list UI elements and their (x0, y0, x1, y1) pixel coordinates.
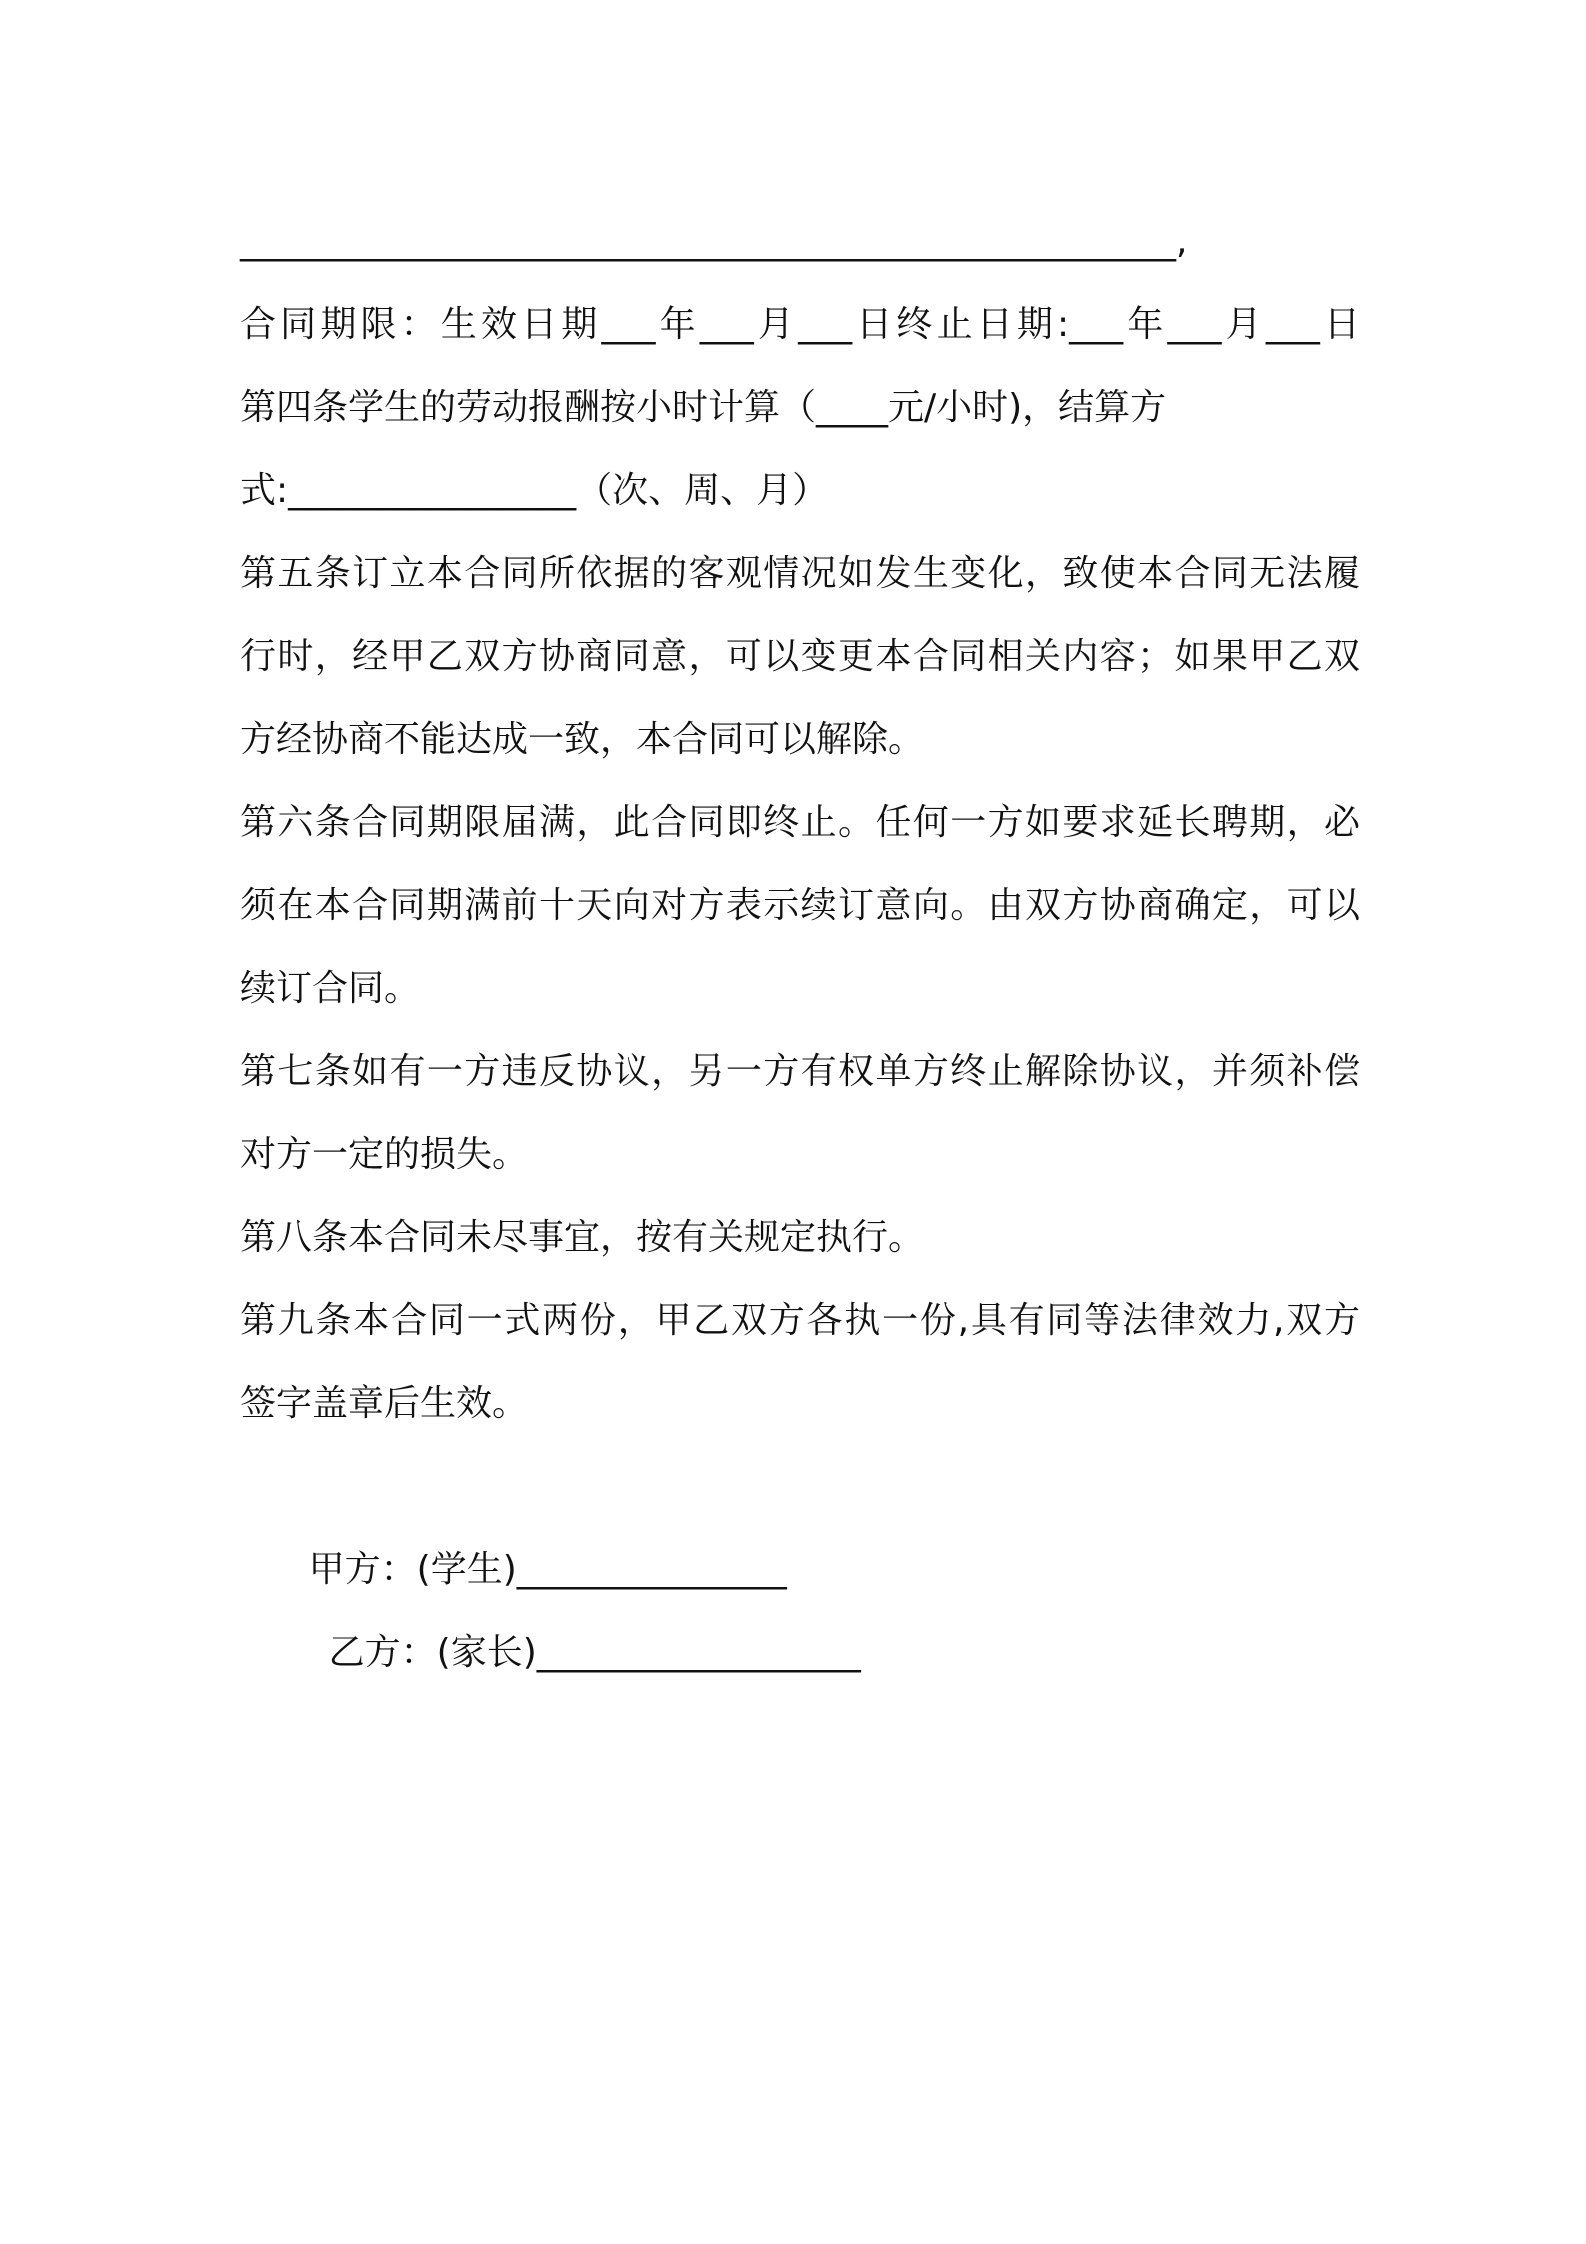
article-6-line-2: 须在本合同期满前十天向对方表示续订意向。由双方协商确定，可以 (240, 885, 1360, 926)
blank-fill-line: ____________________________________________________, (240, 221, 1188, 262)
article-4-line-2: 式:________________（次、周、月） (240, 470, 829, 511)
article-4-line-1: 第四条学生的劳动报酬按小时计算（____元/小时)，结算方 (240, 387, 1167, 428)
article-9-line-1: 第九条本合同一式两份，甲乙双方各执一份,具有同等法律效力,双方 (240, 1300, 1360, 1341)
article-8-line-1: 第八条本合同未尽事宜，按有关规定执行。 (240, 1217, 925, 1258)
article-5-line-1: 第五条订立本合同所依据的客观情况如发生变化，致使本合同无法履 (240, 553, 1360, 594)
party-a-signature: 甲方：(学生)_______________ (308, 1549, 787, 1590)
article-7-line-1: 第七条如有一方违反协议，另一方有权单方终止解除协议，并须补偿 (240, 1051, 1360, 1092)
contract-body (240, 200, 1360, 1673)
contract-term-line: 合同期限：生效日期___年___月___日终止日期:___年___月___日 (240, 304, 1360, 345)
article-7-line-2: 对方一定的损失。 (240, 1134, 529, 1175)
signature-line (240, 1445, 1360, 1673)
article-6-line-3: 续订合同。 (240, 968, 421, 1009)
party-b-signature: 乙方：(家长)__________________ (328, 1632, 861, 1673)
article-5-line-3: 方经协商不能达成一致，本合同可以解除。 (240, 719, 925, 760)
article-9-line-2: 签字盖章后生效。 (240, 1383, 529, 1424)
article-5-line-2: 行时，经甲乙双方协商同意，可以变更本合同相关内容；如果甲乙双 (240, 636, 1360, 677)
article-6-line-1: 第六条合同期限届满，此合同即终止。任何一方如要求延长聘期，必 (240, 802, 1360, 843)
